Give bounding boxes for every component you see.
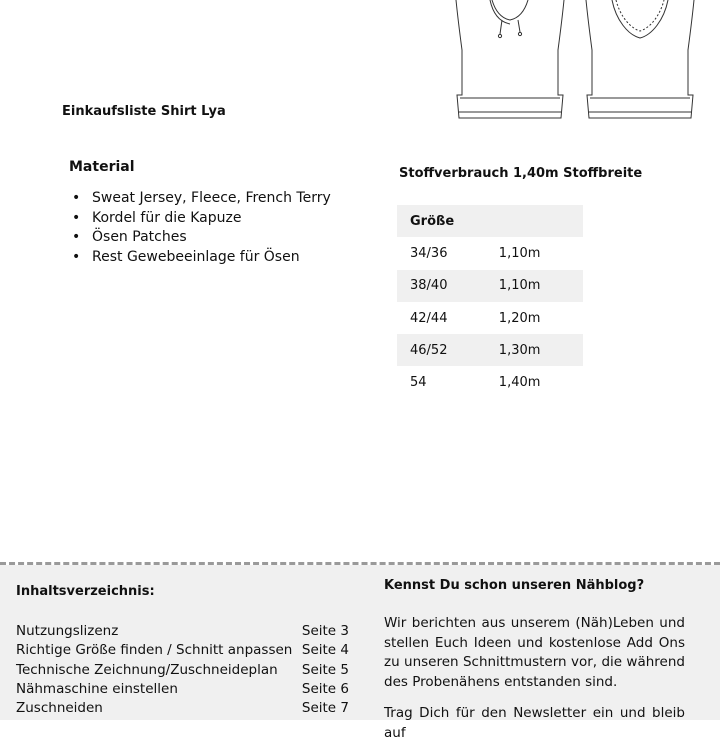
toc-entry[interactable]: Technische Zeichnung/Zuschneideplan Seite 5: [16, 661, 349, 678]
table-row: [397, 270, 583, 302]
blog-paragraph: Trag Dich für den Newsletter ein und bleib auf: [384, 705, 685, 741]
toc-entry[interactable]: Richtige Größe finden / Schnitt anpassen Seite 4: [16, 642, 349, 659]
size-cell: 46/52: [410, 342, 448, 358]
list-item: • Kordel für die Kapuze: [72, 209, 242, 226]
table-row: [397, 302, 583, 334]
blog-text: [384, 614, 685, 755]
size-cell: 54: [410, 375, 427, 391]
size-column-header: Größe: [410, 213, 455, 229]
size-cell: 34/36: [410, 245, 448, 261]
shirt-technical-drawing: [440, 0, 710, 125]
list-item: • Ösen Patches: [72, 229, 187, 245]
table-row: [397, 366, 583, 398]
shirt-front-drawing: [456, 0, 564, 118]
amount-cell: 1,10m: [498, 278, 541, 294]
dashed-divider: [0, 562, 720, 565]
toc-entry[interactable]: Zuschneiden Seite 7: [16, 700, 349, 717]
list-item: • Sweat Jersey, Fleece, French Terry: [72, 190, 331, 206]
list-item: • Rest Gewebeeinlage für Ösen: [72, 248, 300, 265]
size-cell: 38/40: [410, 278, 448, 294]
material-heading: Material: [69, 159, 135, 175]
material-list: [72, 189, 331, 267]
table-row: [397, 334, 583, 366]
blog-paragraph: Wir berichten aus unserem (Näh)Leben und stellen Euch Ideen und kostenlose Add Ons zu unseren Schnittmustern vor, die während des Probenähens entstanden sind.: [384, 615, 685, 690]
table-header-row: [397, 205, 583, 237]
amount-cell: 1,10m: [498, 245, 541, 261]
amount-cell: 1,20m: [498, 310, 541, 326]
table-of-contents: [16, 622, 349, 718]
toc-heading: Inhaltsverzeichnis:: [16, 584, 155, 599]
size-cell: 42/44: [410, 310, 448, 326]
amount-cell: 1,40m: [498, 375, 541, 391]
table-row: [397, 237, 583, 269]
shopping-list-title: Einkaufsliste Shirt Lya: [62, 104, 226, 119]
toc-entry[interactable]: Nutzungslizenz Seite 3: [16, 623, 349, 639]
blog-heading: Kennst Du schon unseren Nähblog?: [384, 578, 645, 593]
toc-entry[interactable]: Nähmaschine einstellen Seite 6: [16, 680, 349, 697]
shirt-back-drawing: [586, 0, 694, 118]
fabric-size-table: [397, 205, 583, 399]
fabric-usage-heading: Stoffverbrauch 1,40m Stoffbreite: [399, 166, 643, 181]
amount-cell: 1,30m: [498, 342, 541, 358]
